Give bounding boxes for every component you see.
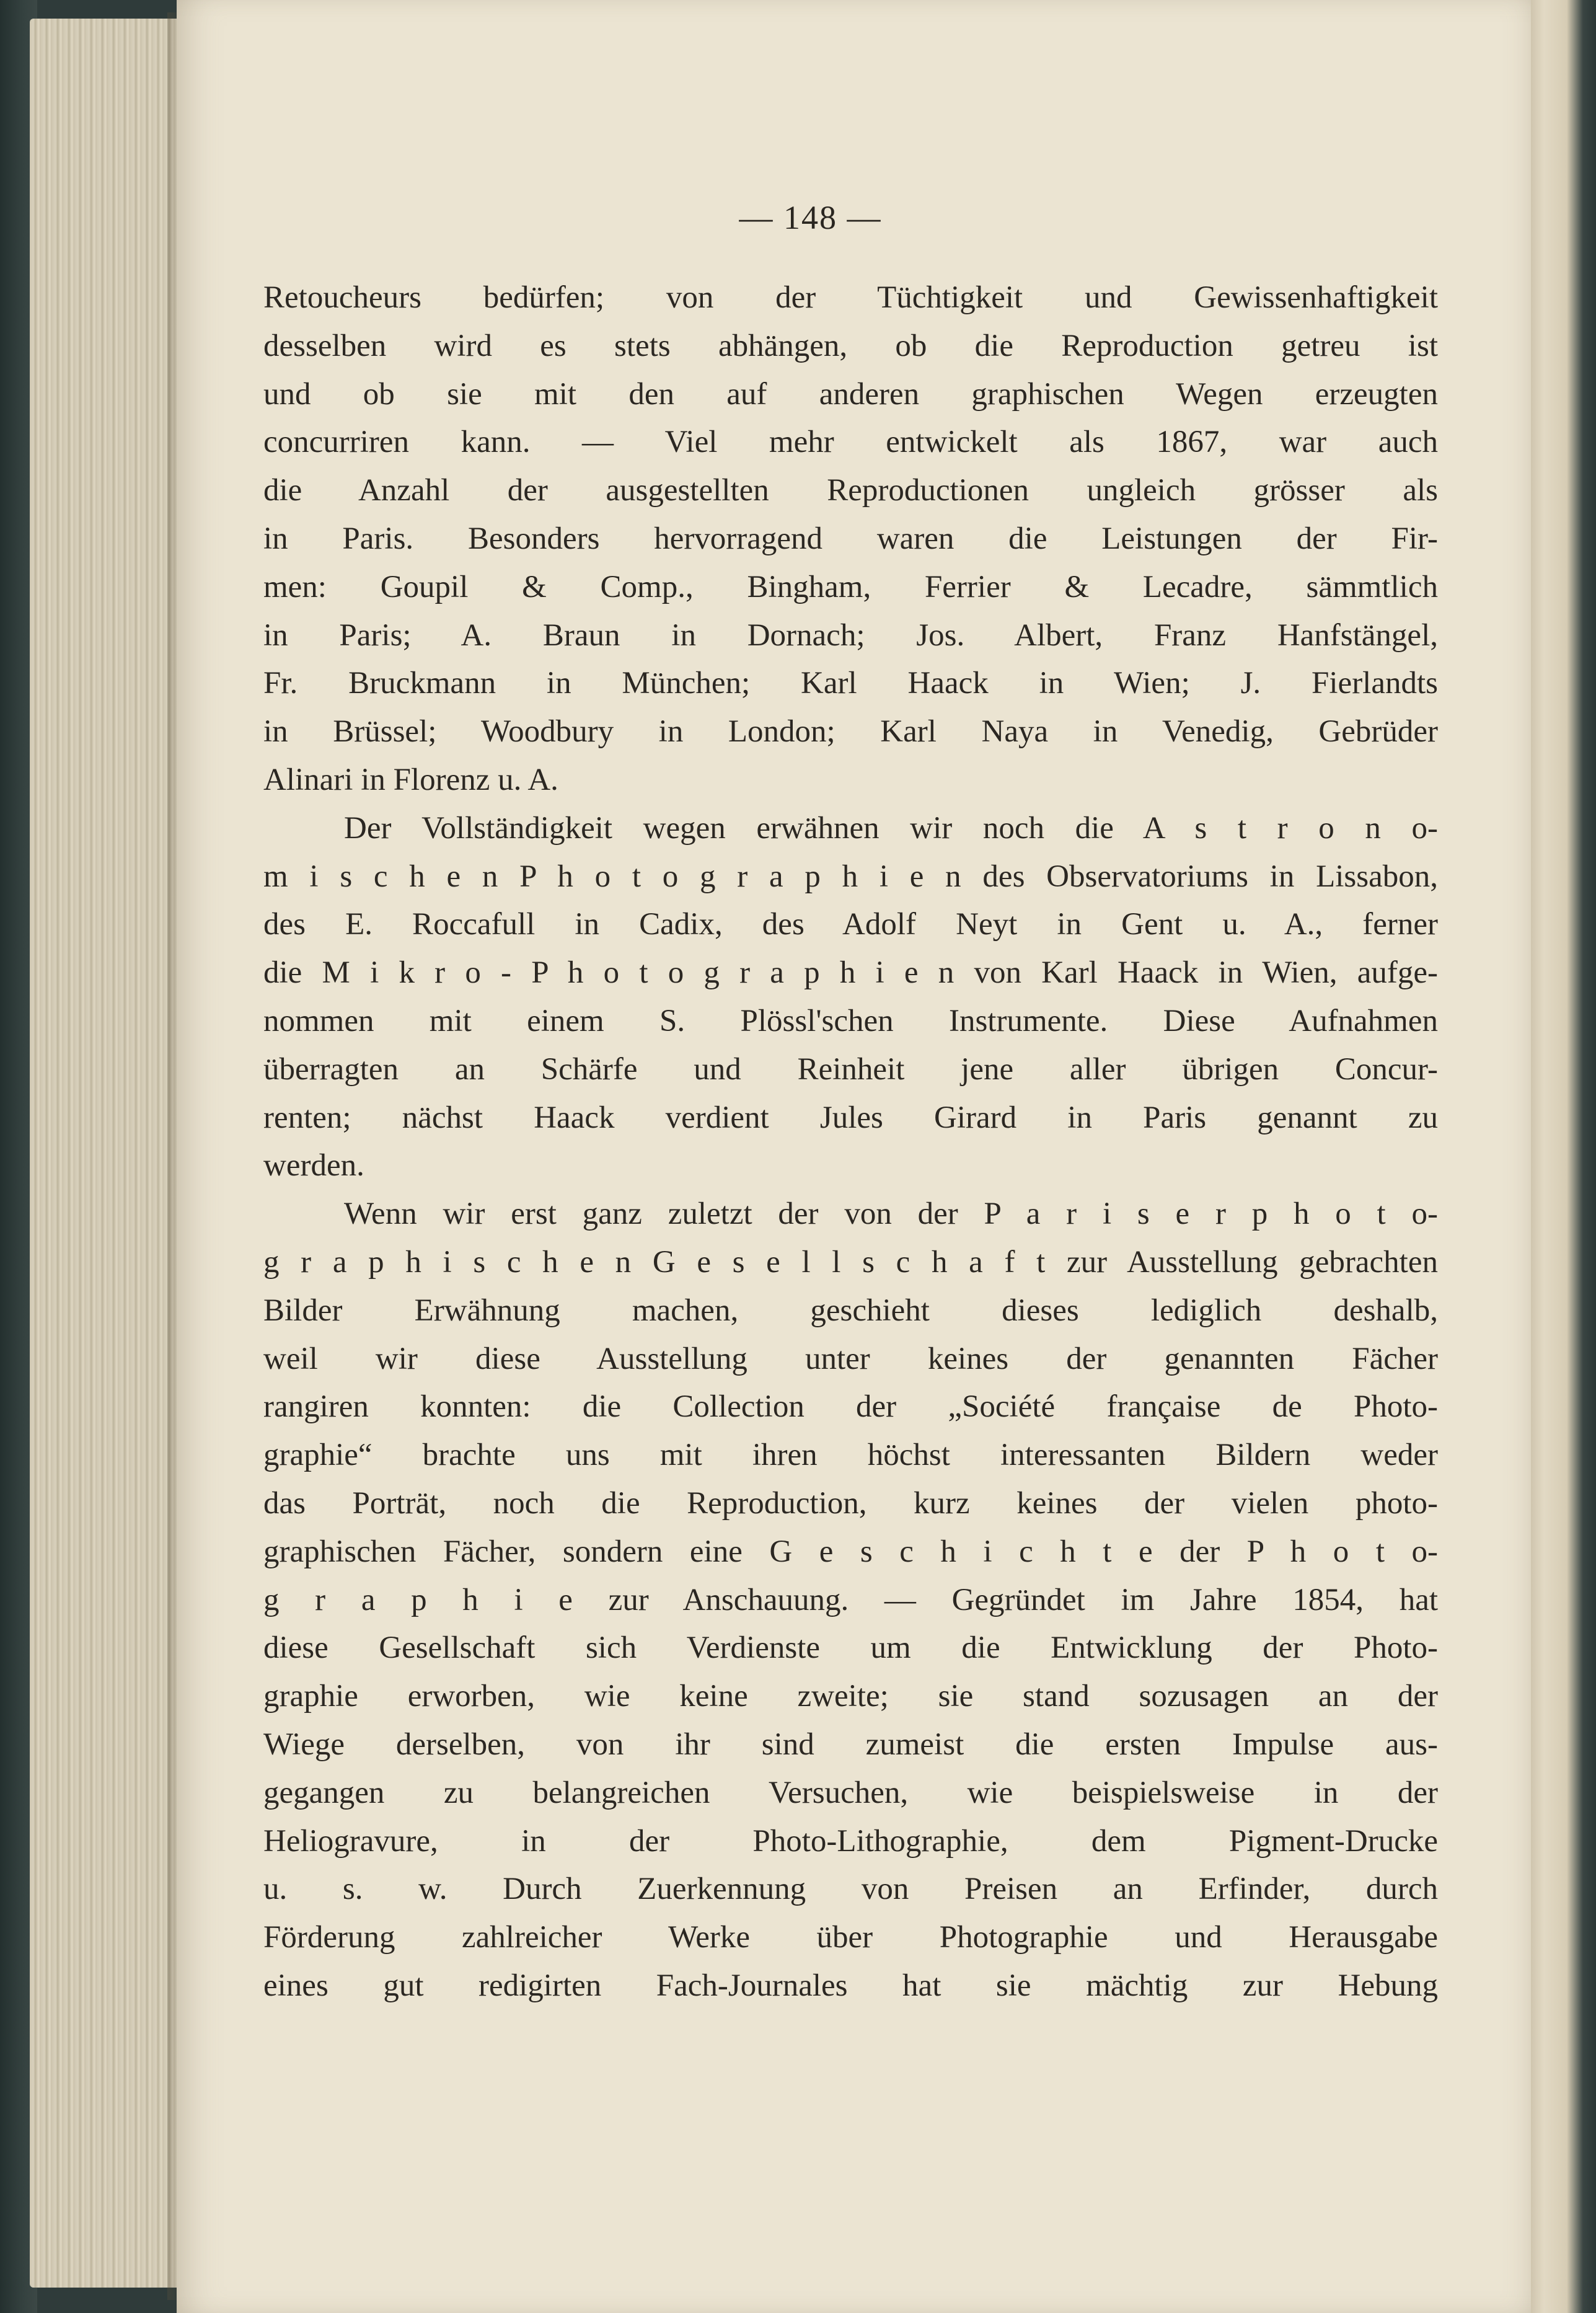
text-line: Wiege derselben, von ihr sind zumeist die ersten Impulse aus- xyxy=(263,1727,1438,1762)
text-line: graphie“ brachte uns mit ihren höchst interessanten Bildern weder xyxy=(263,1438,1438,1473)
text-line: desselben wird es stets abhängen, ob die Reproduction getreu ist xyxy=(263,328,1438,363)
text-line: rangiren konnten: die Collection der „Société française de Photo- xyxy=(263,1389,1438,1425)
text-line: und ob sie mit den auf anderen graphischen Wegen erzeugten xyxy=(263,376,1438,412)
text-line: die M i k r o - P h o t o g r a p h i e n von Karl Haack in Wien, aufge- xyxy=(263,955,1438,991)
text-line: werden. xyxy=(263,1148,364,1183)
text-line: Wenn wir erst ganz zuletzt der von der P a r i s e r p h o t o- xyxy=(344,1196,1438,1232)
text-line: diese Gesellschaft sich Verdienste um die Entwicklung der Photo- xyxy=(263,1630,1438,1666)
text-line: graphie erworben, wie keine zweite; sie stand sozusagen an der xyxy=(263,1679,1438,1714)
page-number: — 148 — xyxy=(739,199,882,236)
text-line: m i s c h e n P h o t o g r a p h i e n des Observatoriums in Lissabon, xyxy=(263,859,1438,894)
text-line: gegangen zu belangreichen Versuchen, wie beispielsweise in der xyxy=(263,1775,1438,1810)
text-line: überragten an Schärfe und Reinheit jene aller übrigen Concur- xyxy=(263,1051,1438,1087)
text-line: in Brüssel; Woodbury in London; Karl Naya in Venedig, Gebrüder xyxy=(263,714,1438,750)
text-line: Heliogravure, in der Photo-Lithographie, dem Pigment-Drucke xyxy=(263,1823,1438,1859)
page-edges xyxy=(30,19,179,2288)
text-line: Retoucheurs bedürfen; von der Tüchtigkeit und Gewissenhaftigkeit xyxy=(263,280,1438,315)
text-line: des E. Roccafull in Cadix, des Adolf Neyt in Gent u. A., ferner xyxy=(263,907,1438,942)
body-text xyxy=(263,274,1438,2010)
text-line: Der Vollständigkeit wegen erwähnen wir noch die A s t r o n o- xyxy=(344,810,1438,846)
text-line: Bilder Erwähnung machen, geschieht dieses lediglich deshalb, xyxy=(263,1293,1438,1328)
text-line: in Paris; A. Braun in Dornach; Jos. Albert, Franz Hanfstängel, xyxy=(263,617,1438,653)
text-line: graphischen Fächer, sondern eine G e s c h i c h t e der P h o t o- xyxy=(263,1534,1438,1569)
text-line: g r a p h i s c h e n G e s e l l s c h a f t zur Ausstellung gebrachten xyxy=(263,1244,1438,1280)
text-line: in Paris. Besonders hervorragend waren die Leistungen der Fir- xyxy=(263,521,1438,556)
text-line: Förderung zahlreicher Werke über Photographie und Herausgabe xyxy=(263,1920,1438,1955)
text-line: men: Goupil & Comp., Bingham, Ferrier & Lecadre, sämmtlich xyxy=(263,569,1438,604)
text-line: eines gut redigirten Fach-Journales hat sie mächtig zur Hebung xyxy=(263,1968,1438,2003)
text-line: weil wir diese Ausstellung unter keines der genannten Fächer xyxy=(263,1341,1438,1376)
book-gutter xyxy=(1531,0,1596,2313)
text-line: g r a p h i e zur Anschauung. — Gegründet im Jahre 1854, hat xyxy=(263,1582,1438,1617)
text-line: das Porträt, noch die Reproduction, kurz keines der vielen photo- xyxy=(263,1485,1438,1521)
text-line: concurriren kann. — Viel mehr entwickelt als 1867, war auch xyxy=(263,425,1438,460)
text-line: nommen mit einem S. Plössl'schen Instrumente. Diese Aufnahmen xyxy=(263,1003,1438,1038)
text-line: die Anzahl der ausgestellten Reproductionen ungleich grösser als xyxy=(263,473,1438,508)
text-line: Fr. Bruckmann in München; Karl Haack in Wien; J. Fierlandts xyxy=(263,666,1438,701)
text-line: Alinari in Florenz u. A. xyxy=(263,762,558,797)
text-line: renten; nächst Haack verdient Jules Girard in Paris genannt zu xyxy=(263,1100,1438,1135)
text-line: u. s. w. Durch Zuerkennung von Preisen an Erfinder, durch xyxy=(263,1872,1438,1907)
